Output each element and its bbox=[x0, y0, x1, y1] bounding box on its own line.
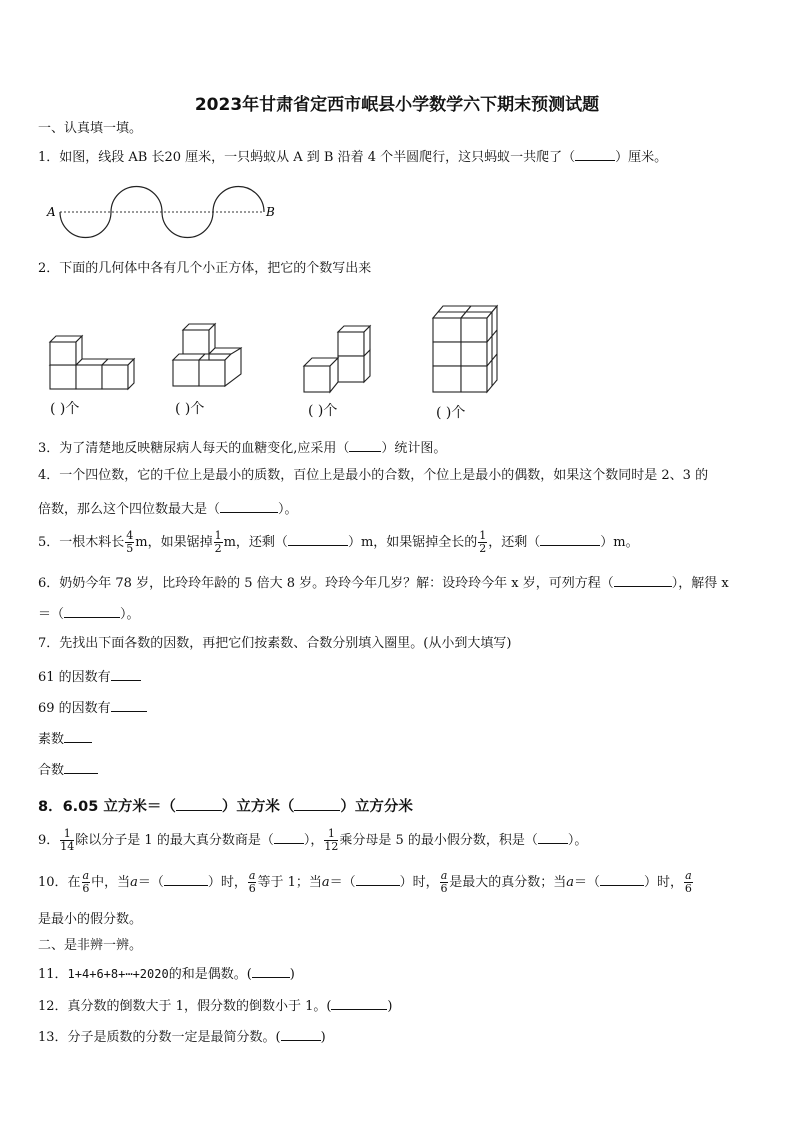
question-4-line-2: 倍数，那么这个四位数最大是（ ）。 bbox=[38, 499, 298, 518]
answer-blank[interactable] bbox=[220, 499, 278, 513]
question-6-line-1: 6．奶奶今年 78 岁，比玲玲年龄的 5 倍大 8 岁。玲玲今年几岁？解：设玲玲今年 x 岁，可列方程（ ），解得 x bbox=[38, 573, 729, 592]
answer-blank[interactable] bbox=[252, 964, 290, 978]
cube-figure-4 bbox=[428, 300, 500, 396]
answer-blank[interactable] bbox=[176, 797, 222, 811]
cube-figure-2 bbox=[170, 320, 250, 392]
question-9: 9． $\frac{1}{14}$ 除以分子是 1 的最大真分数商是（ ）， $\frac{1}{12}$ 乘分母是 5 的最小假分数，积是（ ）。 bbox=[38, 827, 588, 853]
question-10-line-2: 是最小的假分数。 bbox=[38, 912, 143, 927]
answer-blank[interactable] bbox=[538, 830, 568, 844]
section-1-heading: 一、认真填一填。 bbox=[38, 121, 143, 136]
answer-blank[interactable] bbox=[614, 573, 672, 587]
page-title: 2023年甘肃省定西市岷县小学数学六下期末预测试题 bbox=[194, 95, 600, 115]
cube-4-count-caption: ( )个 bbox=[436, 405, 466, 421]
question-13: 13．分子是质数的分数一定是最简分数。( ) bbox=[38, 1027, 326, 1046]
cube-1-count-caption: ( )个 bbox=[50, 401, 80, 417]
question-10: 10．在 $\frac{a}{6}$ 中，当a＝（ ）时， $\frac{a}{6}$ 等于 1；当a＝（ ）时， $\frac{a}{6}$ 是最大的真分数；当a＝（ ）时， $\frac{a}{6}$ bbox=[38, 869, 692, 895]
cube-figure-3 bbox=[300, 322, 382, 394]
answer-blank[interactable] bbox=[540, 532, 600, 546]
q7-composite: 合数 bbox=[38, 760, 98, 779]
answer-blank[interactable] bbox=[274, 830, 304, 844]
question-12: 12．真分数的倒数大于 1，假分数的倒数小于 1。( ) bbox=[38, 996, 393, 1015]
answer-blank[interactable] bbox=[64, 729, 92, 743]
answer-blank[interactable] bbox=[294, 797, 340, 811]
answer-blank[interactable] bbox=[111, 667, 141, 681]
question-8: 8．6.05 立方米＝（ ）立方米（ ）立方分米 bbox=[38, 799, 413, 815]
q7-factors-61: 61 的因数有 bbox=[38, 667, 141, 686]
q7-prime: 素数 bbox=[38, 729, 92, 748]
point-b-label: B bbox=[266, 205, 275, 219]
section-2-heading: 二、是非辨一辨。 bbox=[38, 938, 143, 953]
answer-blank[interactable] bbox=[281, 1027, 321, 1041]
question-7: 7．先找出下面各数的因数，再把它们按素数、合数分别填入圈里。(从小到大填写) bbox=[38, 636, 512, 651]
question-11: 11．1+4+6+8+⋯+2020的和是偶数。( ) bbox=[38, 964, 295, 983]
answer-blank[interactable] bbox=[164, 872, 208, 886]
answer-blank[interactable] bbox=[349, 438, 381, 452]
answer-blank[interactable] bbox=[356, 872, 400, 886]
q7-factors-69: 69 的因数有 bbox=[38, 698, 147, 717]
point-a-label: A bbox=[47, 205, 56, 219]
answer-blank[interactable] bbox=[600, 872, 644, 886]
question-2: 2．下面的几何体中各有几个小正方体，把它的个数写出来 bbox=[38, 261, 372, 276]
question-6-line-2: ＝（ ）。 bbox=[38, 604, 140, 623]
cube-2-count-caption: ( )个 bbox=[175, 401, 205, 417]
question-3: 3．为了清楚地反映糖尿病人每天的血糖变化,应采用（ ）统计图。 bbox=[38, 438, 446, 457]
answer-blank[interactable] bbox=[331, 996, 387, 1010]
question-4-line-1: 4．一个四位数，它的千位上是最小的质数，百位上是最小的合数，个位上是最小的偶数，如果这个数同时是 2、3 的 bbox=[38, 468, 709, 483]
answer-blank[interactable] bbox=[288, 532, 348, 546]
answer-blank[interactable] bbox=[111, 698, 147, 712]
cube-3-count-caption: ( )个 bbox=[308, 403, 338, 419]
semicircle-path-figure bbox=[40, 180, 290, 245]
question-1: 1．如图，线段 AB 长20 厘米，一只蚂蚁从 A 到 B 沿着 4 个半圆爬行，这只蚂蚁一共爬了（ ）厘米。 bbox=[38, 147, 667, 166]
question-5: 5．一根木料长 $\frac{4}{5}$ m，如果锯掉 $\frac{1}{2}$ m，还剩（ ）m，如果锯掉全长的 $\frac{1}{2}$ ，还剩（ ）m。 bbox=[38, 529, 639, 555]
answer-blank[interactable] bbox=[64, 604, 120, 618]
cube-figure-1 bbox=[46, 325, 141, 391]
answer-blank[interactable] bbox=[64, 760, 98, 774]
answer-blank[interactable] bbox=[575, 147, 615, 161]
